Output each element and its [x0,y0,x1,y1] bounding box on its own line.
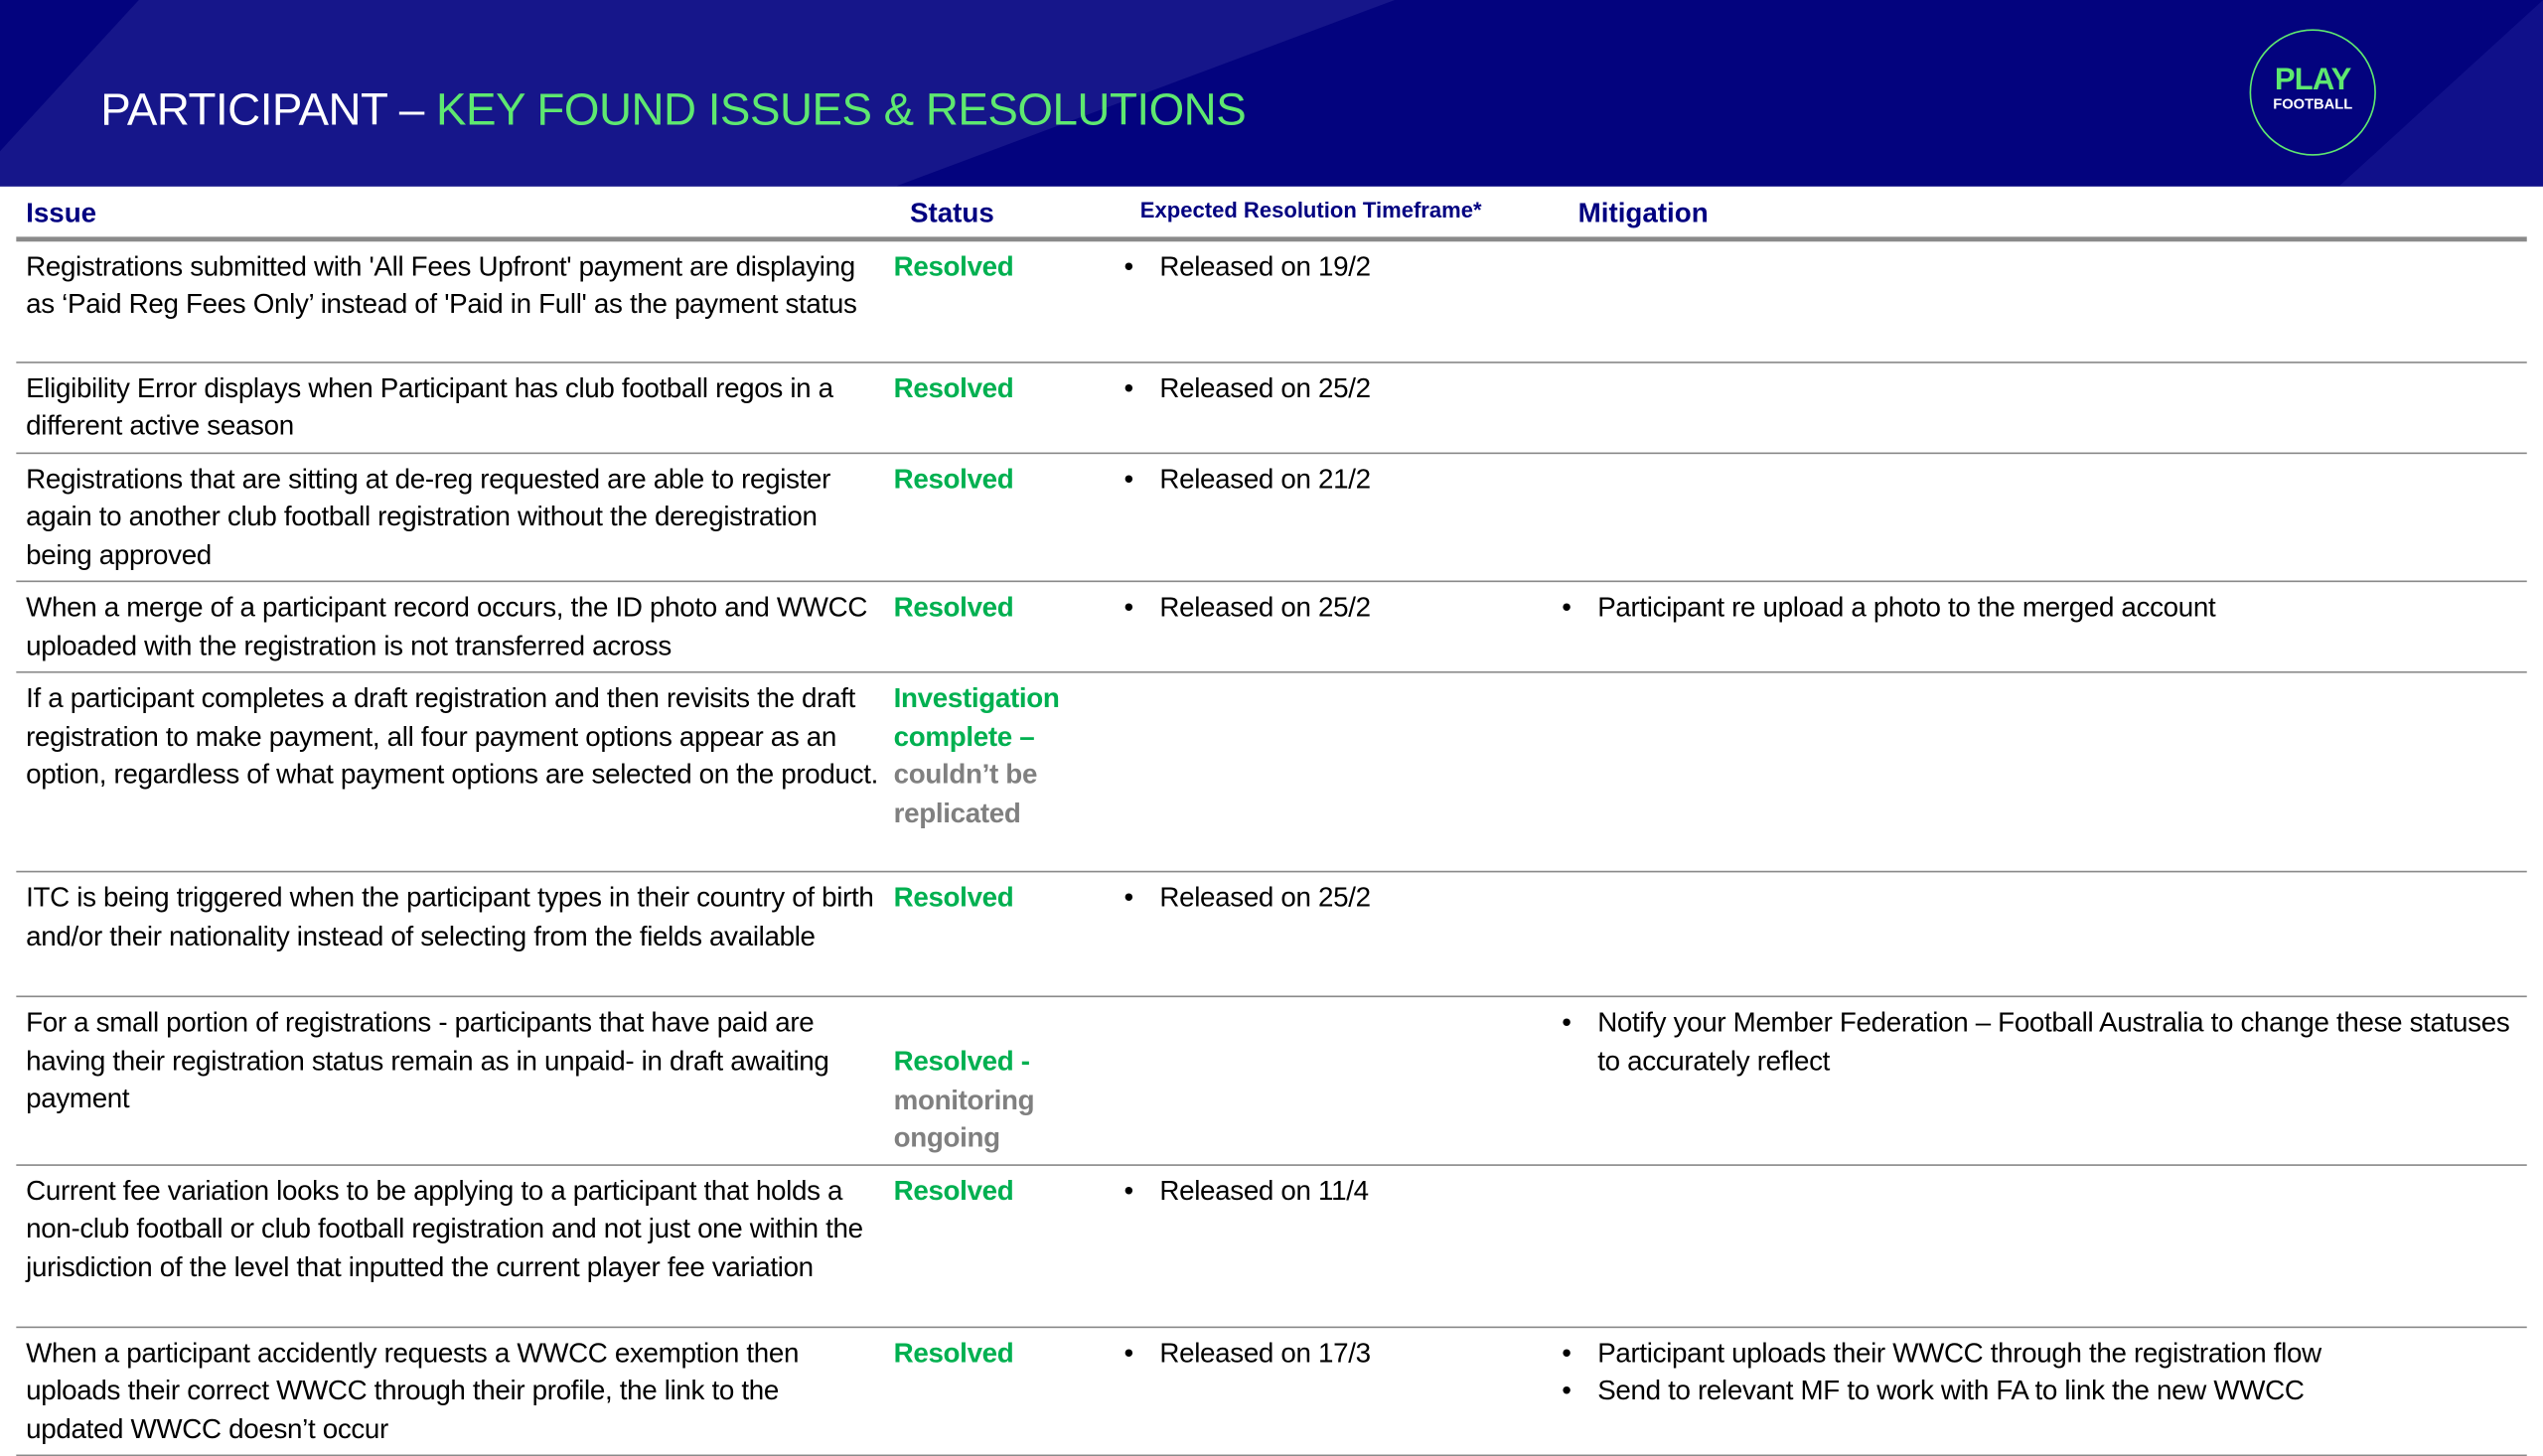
page-title [100,84,1246,136]
status-badge [894,1165,1124,1326]
timeframe-list [1123,589,1549,627]
table-row [16,363,2526,453]
mitigation-cell [1562,997,2526,1163]
timeframe-cell [1123,673,1562,871]
column-header-timeframe: Expected Resolution Timeframe* [1139,198,1482,222]
timeframe-item: • Released on 17/3 [1123,1334,1549,1372]
status-text: Resolved [893,882,1014,914]
status-note: couldn’t be replicated [893,759,1038,828]
timeframe-list [1123,368,1549,406]
title-accent: KEY FOUND ISSUES & RESOLUTIONS [436,83,1247,135]
timeframe-cell [1123,453,1562,580]
table-row [16,240,2526,362]
mitigation-cell [1562,1327,2526,1454]
mitigation-item: • Participant uploads their WWCC through the registration flow [1562,1334,2510,1372]
timeframe-cell [1123,1165,1562,1326]
column-header-issue: Issue [26,198,97,229]
timeframe-list [1123,1172,1549,1210]
mitigation-cell [1562,363,2526,452]
status-badge [894,363,1124,452]
timeframe-item: • Released on 21/2 [1123,460,1549,498]
timeframe-item: • Released on 19/2 [1123,247,1549,285]
mitigation-item: • Participant re upload a photo to the merged account [1562,589,2510,627]
status-text: Resolved - [893,1046,1030,1078]
table-row [16,453,2526,582]
issues-table [16,240,2526,1456]
status-text: Resolved [893,463,1014,495]
issue-text: When a merge of a participant record occurs, the ID photo and WWCC uploaded with the registration is not transferred across [26,591,868,661]
table-row [16,582,2526,672]
mitigation-cell [1562,673,2526,871]
timeframe-list [1123,879,1549,917]
issue-text: Eligibility Error displays when Participant has club football regos in a different active season [26,371,833,442]
issue-text: Registrations that are sitting at de-reg requested are able to register again to another club football registration without the deregistration being approved [26,463,831,570]
status-text: Resolved [893,250,1014,282]
status-text: Resolved [893,371,1014,403]
status-badge [894,872,1124,995]
table-row [16,1327,2526,1456]
status-text: Resolved [893,591,1014,623]
issue-text: For a small portion of registrations - participants that have paid are having their registration status remain as in unpaid- in draft awaiting payment [26,1006,829,1114]
logo-text-football: FOOTBALL [2273,95,2353,112]
timeframe-list [1123,247,1549,285]
mitigation-cell [1562,1165,2526,1326]
status-text: Resolved [893,1337,1014,1369]
timeframe-cell [1123,997,1562,1163]
issue-text: Current fee variation looks to be applying to a participant that holds a non-club football or club football registration and not just one within the jurisdiction of the level that inputted the current player fee variation [26,1174,863,1282]
column-header-status: Status [909,198,994,229]
table-row [16,673,2526,873]
timeframe-item: • Released on 25/2 [1123,589,1549,627]
status-text: Resolved [893,1174,1014,1206]
timeframe-cell [1123,582,1562,671]
status-badge [894,582,1124,671]
mitigation-cell [1562,872,2526,995]
timeframe-list [1123,1334,1549,1372]
status-badge [894,453,1124,580]
table-row [16,997,2526,1165]
mitigation-item: • Notify your Member Federation – Football Australia to change these statuses to accurately reflect [1562,1004,2510,1081]
issue-text: ITC is being triggered when the participant types in their country of birth and/or their nationality instead of selecting from the fields available [26,882,874,951]
timeframe-item: • Released on 25/2 [1123,879,1549,917]
status-note: monitoring ongoing [893,1084,1035,1153]
mitigation-list [1562,1334,2510,1410]
mitigation-item: • Send to relevant MF to work with FA to link the new WWCC [1562,1372,2510,1409]
status-text: Investigation complete – [893,682,1060,752]
status-badge [894,1327,1124,1454]
column-header-mitigation: Mitigation [1577,198,1709,229]
issue-text: Registrations submitted with 'All Fees Upfront' payment are displaying as ‘Paid Reg Fees Only’ instead of 'Paid in Full' as the payment status [26,250,857,320]
timeframe-cell [1123,1327,1562,1454]
mitigation-cell [1562,453,2526,580]
header-banner [0,0,2543,187]
status-badge [894,240,1124,361]
title-prefix: PARTICIPANT – [100,83,437,135]
timeframe-item: • Released on 25/2 [1123,368,1549,406]
timeframe-cell [1123,363,1562,452]
timeframe-cell [1123,872,1562,995]
issue-text: When a participant accidently requests a WWCC exemption then uploads their correct WWCC through their profile, the link to the updated WWCC doesn’t occur [26,1337,800,1444]
table-row [16,872,2526,997]
table-row [16,1165,2526,1327]
mitigation-list [1562,589,2510,627]
mitigation-list [1562,1004,2510,1081]
mitigation-cell [1562,582,2526,671]
timeframe-list [1123,460,1549,498]
logo-text-play: PLAY [2274,63,2351,97]
status-badge [894,997,1124,1163]
status-badge [894,673,1124,871]
mitigation-cell [1562,240,2526,361]
timeframe-cell [1123,240,1562,361]
issue-text: If a participant completes a draft registration and then revisits the draft registration to make payment, all four payment options appear as an option, regardless of what payment options are selected on the product. [26,682,878,791]
timeframe-item: • Released on 11/4 [1123,1172,1549,1210]
play-football-logo [2250,29,2376,155]
